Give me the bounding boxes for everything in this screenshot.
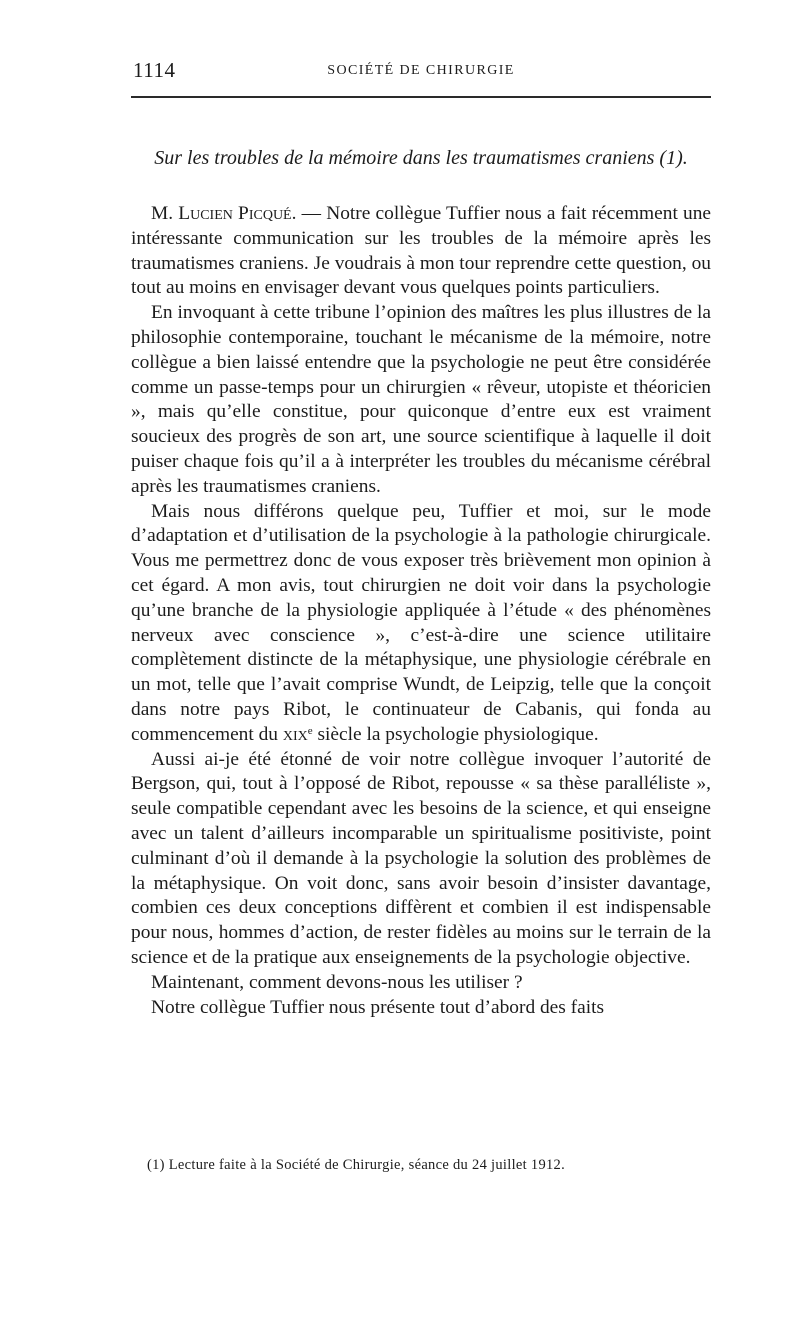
page-number: 1114 <box>133 58 176 82</box>
article-body <box>131 202 711 1020</box>
article-title: Sur les troubles de la mémoire dans les traumatismes craniens (1). <box>154 147 688 169</box>
century-superscript: e <box>307 724 313 737</box>
paragraph-text: Mais nous différons quelque peu, Tuffier et moi, sur le mode d’adaptation et d’utilisation de la psychologie à la pathologie chirurgicale. Vous me permettrez donc de vous exposer très brièvement mon opinion à cet égard. A mon avis, tout chirurgien ne doit voir dans la psychologie qu’une branche de la physiologie appliquée à l’étude « des phénomènes nerveux avec conscience », c’est-à-dire une science utilitaire complètement distincte de la métaphysique, une physiologie cérébrale en un mot, telle que l’avait comprise Wundt, de Leipzig, telle que la conçoit dans notre pays Ribot, le continuateur de Cabanis, qui fonda au commencement du <box>131 500 711 745</box>
page <box>131 0 711 1321</box>
paragraph <box>131 202 711 301</box>
running-head <box>131 56 711 86</box>
century-numeral: xix <box>282 723 308 745</box>
paragraph-text: — Notre collègue Tuffier nous a fait récemment une intéressante communication sur les troubles de la mémoire après les traumatismes craniens. Je voudrais à mon tour reprendre cette question, ou tout au moins en envisager devant vous quelques points particuliers. <box>131 203 711 299</box>
paragraph: Notre collègue Tuffier nous présente tout d’abord des faits <box>151 996 605 1018</box>
paragraph: Maintenant, comment devons-nous les utiliser ? <box>151 971 523 993</box>
paragraph: Aussi ai-je été étonné de voir notre collègue invoquer l’autorité de Bergson, qui, tout à l’opposé de Ribot, repousse « sa thèse paralléliste », seule compatible cependant avec les besoins de la science, et qui enseigne avec un talent d’ailleurs incomparable un spiritualisme positiviste, point culminant d’où il demande à la psychologie la solution des problèmes de la métaphysique. On voit donc, sans avoir besoin d’insister davantage, combien ces deux conceptions diffèrent et combien il est indispensable pour nous, hommes d’action, de rester fidèles au moins sur le terrain de la science et de la pratique aux enseignements de la psychologie objective. <box>131 748 711 968</box>
paragraph-text: siècle la psychologie physiologique. <box>312 723 599 745</box>
running-title: SOCIÉTÉ DE CHIRURGIE <box>327 63 515 78</box>
author-name: M. Lucien Picqué. <box>151 203 297 224</box>
paragraph: En invoquant à cette tribune l’opinion des maîtres les plus illustres de la philosophie contemporaine, touchant le mécanisme de la mémoire, notre collègue a bien laissé entendre que la psychologie ne peut être considérée comme un passe-temps pour un chirurgien « rêveur, utopiste et théoricien », mais qu’elle constitue, pour quiconque d’entre eux est vraiment soucieux des progrès de son art, une source scientifique à laquelle il doit puiser chaque fois qu’il a à interpréter les troubles du mécanisme cérébral après les traumatismes craniens. <box>131 302 711 497</box>
paragraph <box>131 500 711 748</box>
header-rule <box>131 96 711 98</box>
footnote: (1) Lecture faite à la Société de Chirurgie, séance du 24 juillet 1912. <box>147 1157 566 1173</box>
